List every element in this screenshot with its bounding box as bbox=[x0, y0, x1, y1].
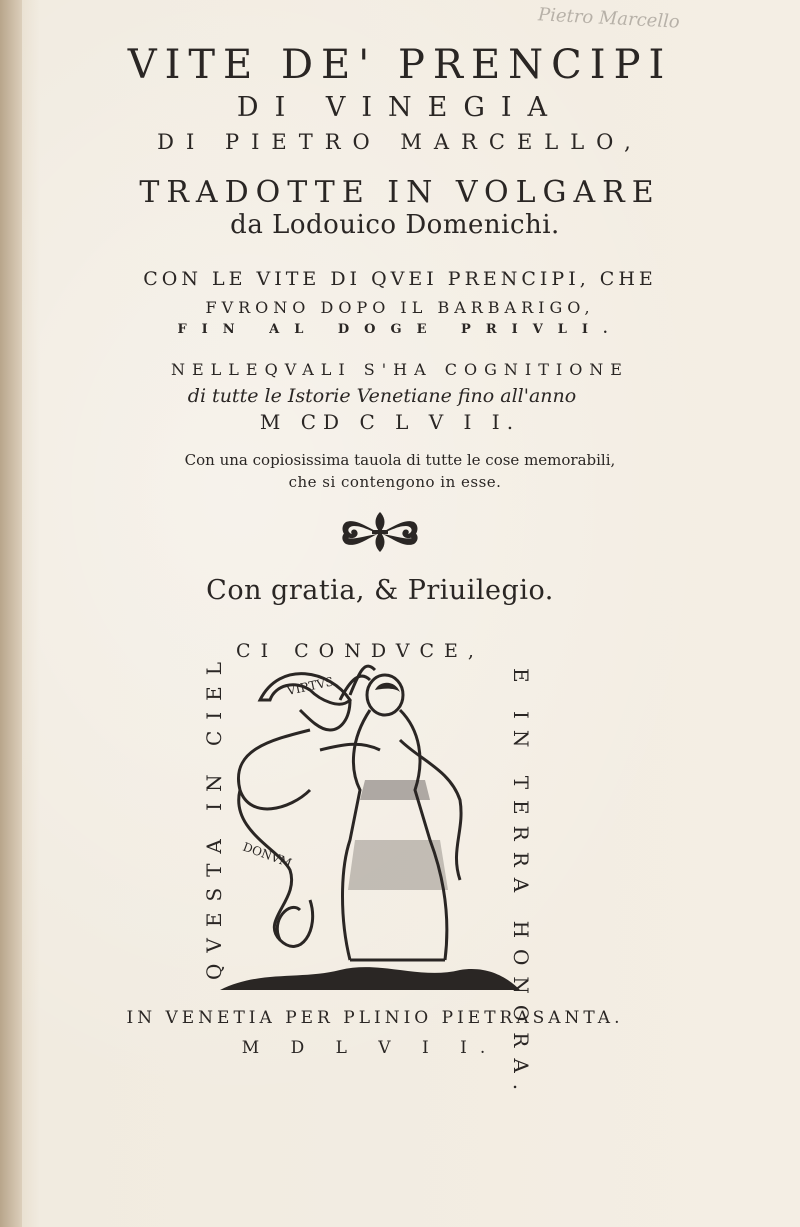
imprint-year: M D L V I I. bbox=[241, 1038, 499, 1058]
motto-left: QVESTA IN CIEL bbox=[202, 650, 226, 980]
motto-top: CI CONDVCE, bbox=[236, 640, 484, 662]
translated-line: TRADOTTE IN VOLGARE bbox=[139, 175, 661, 210]
motto-right: E IN TERRA HONORA. bbox=[509, 668, 533, 1102]
privilege-line: Con gratia, & Priuilegio. bbox=[206, 575, 554, 606]
cognition-line: NELLEQVALI S'HA COGNITIONE bbox=[171, 360, 629, 379]
translator-line: da Lodouico Domenichi. bbox=[230, 210, 560, 240]
title-line-1: VITE DE' PRENCIPI bbox=[127, 42, 673, 88]
imprint-line: IN VENETIA PER PLINIO PIETRASANTA. bbox=[126, 1008, 624, 1028]
allegorical-woodcut-icon bbox=[200, 640, 560, 1000]
history-line: di tutte le Istorie Venetiane fino all'anno bbox=[187, 385, 577, 407]
index-line-1: Con una copiosissima tauola di tutte le cose memorabili, bbox=[184, 451, 616, 469]
scroll-lower-text: DONVM bbox=[240, 839, 294, 871]
printers-ornament-icon bbox=[338, 508, 422, 556]
index-line-2: che si contengono in esse. bbox=[288, 473, 502, 491]
author-line: DI PIETRO MARCELLO, bbox=[157, 130, 643, 154]
handwritten-annotation: Pietro Marcello bbox=[537, 4, 681, 33]
contents-line-3: FIN AL DOGE PRIVLI. bbox=[177, 322, 623, 337]
contents-line-1: CON LE VITE DI QVEI PRENCIPI, CHE bbox=[143, 268, 657, 290]
contents-line-2: FVRONO DOPO IL BARBARIGO, bbox=[205, 298, 595, 317]
year-line: M CD C L V I I. bbox=[259, 410, 521, 434]
scroll-upper-text: VIRTVS bbox=[285, 674, 335, 698]
title-line-2: DI VINEGIA bbox=[236, 92, 564, 123]
